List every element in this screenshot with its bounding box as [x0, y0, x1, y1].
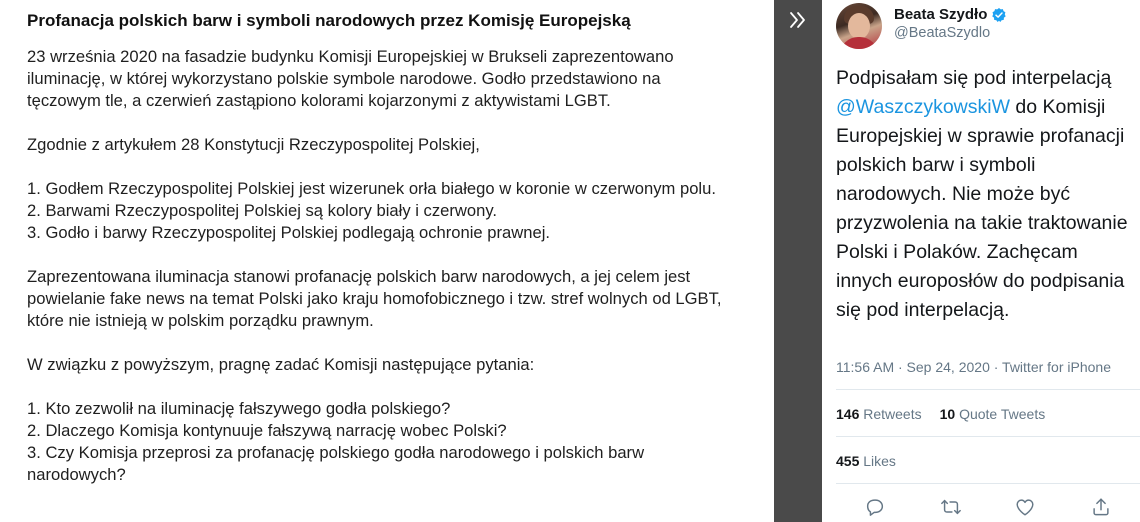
article-item: 3. Godło i barwy Rzeczypospolitej Polskiej podlegają ochronie prawnej.: [27, 223, 550, 242]
quotes-label: Quote Tweets: [959, 406, 1046, 422]
statement-line: powielanie fake news na temat Polski jako kraju homofobicznego i tzw. stref wolnych od LGBT,: [27, 289, 722, 308]
intro-line: iluminację, w której wykorzystano polskie symbole narodowe. Godło przedstawiono na: [27, 69, 661, 88]
divider-line: [836, 389, 1140, 390]
author-name[interactable]: Beata Szydło: [894, 6, 988, 23]
divider-line: [836, 436, 1140, 437]
avatar[interactable]: [836, 3, 882, 49]
likes-stat[interactable]: [836, 453, 896, 469]
quotes-count: 10: [939, 406, 956, 422]
retweets-count: 146: [836, 406, 860, 422]
author-row: [894, 6, 1007, 23]
likes-count: 455: [836, 453, 860, 469]
article-item: 1. Godłem Rzeczypospolitej Polskiej jest wizerunek orła białego w koronie w czerwonym polu.: [27, 179, 716, 198]
quotes-stat[interactable]: [940, 406, 1046, 422]
question-item: 1. Kto zezwolił na iluminację fałszywego godła polskiego?: [27, 399, 451, 418]
share-icon[interactable]: [1090, 496, 1112, 518]
document-title: Profanacja polskich barw i symboli narodowych przez Komisję Europejską: [27, 11, 631, 30]
likes-label: Likes: [863, 453, 896, 469]
mention-link[interactable]: @WaszczykowskiW: [836, 96, 1010, 118]
tweet-card: [822, 0, 1140, 522]
article-item: 2. Barwami Rzeczypospolitej Polskiej są kolory biały i czerwony.: [27, 201, 498, 220]
tweet-text: [836, 64, 1136, 325]
statement-line: Zaprezentowana iluminacja stanowi profanację polskich barw narodowych, a jej celem jest: [27, 267, 691, 286]
tweet-meta[interactable]: 11:56 AM · Sep 24, 2020 · Twitter for iPhone: [836, 359, 1111, 375]
panel-divider: [774, 0, 822, 522]
questions-intro: W związku z powyższym, pragnę zadać Komisji następujące pytania:: [27, 355, 535, 374]
verified-badge-icon: [991, 7, 1007, 23]
intro-line: tęczowym tle, a czerwień zastąpiono kolorami kojarzonymi z aktywistami LGBT.: [27, 91, 611, 110]
retweet-icon[interactable]: [940, 496, 962, 518]
double-chevron-right-icon[interactable]: [786, 8, 810, 32]
author-handle[interactable]: @BeataSzydlo: [894, 25, 991, 41]
tweet-text-after: do Komisji Europejskiej w sprawie profanacji polskich barw i symboli narodowych. Nie może być przyzwolenia na takie traktowanie Polski i Polaków. Zachęcam innych europosłów do podpisania się pod interpelacją.: [836, 96, 1128, 321]
reply-icon[interactable]: [864, 496, 886, 518]
question-item: 3. Czy Komisja przeprosi za profanację polskiego godła narodowego i polskich barw: [27, 443, 645, 462]
constitution-line: Zgodnie z artykułem 28 Konstytucji Rzeczypospolitej Polskiej,: [27, 135, 480, 154]
heart-icon[interactable]: [1014, 496, 1036, 518]
retweets-label: Retweets: [863, 406, 922, 422]
retweets-stat[interactable]: [836, 406, 922, 422]
question-item: 2. Dlaczego Komisja kontynuuje fałszywą narrację wobec Polski?: [27, 421, 507, 440]
intro-line: 23 września 2020 na fasadzie budynku Komisji Europejskiej w Brukseli zaprezentowano: [27, 47, 674, 66]
tweet-actions: [836, 496, 1136, 520]
divider-line: [836, 483, 1140, 484]
statement-line: które nie istnieją w polskim porządku prawnym.: [27, 311, 374, 330]
question-item: narodowych?: [27, 465, 126, 484]
tweet-text-before: Podpisałam się pod interpelacją: [836, 67, 1112, 89]
engagement-stats: [836, 406, 1045, 422]
